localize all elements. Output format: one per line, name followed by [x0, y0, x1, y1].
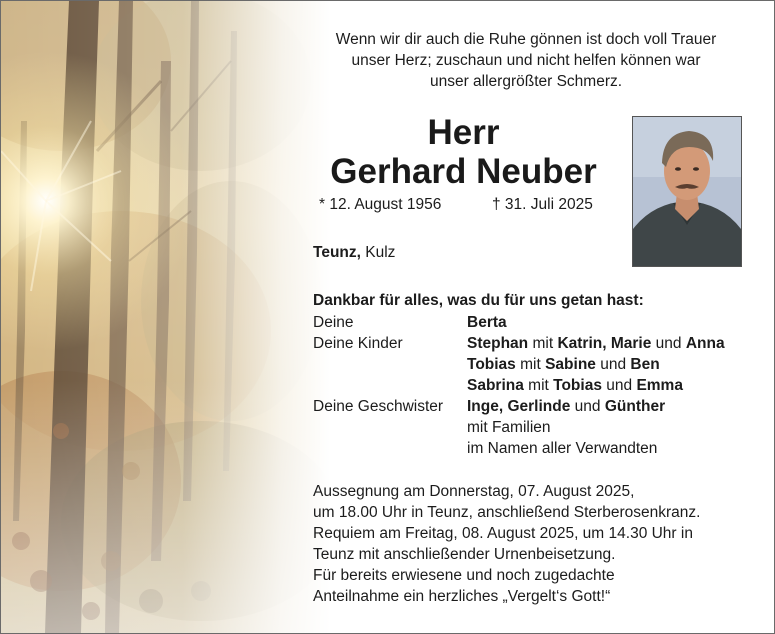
mourner-name: Sabine [545, 356, 596, 373]
quote-line: unser Herz; zuschaun und nicht helfen können war [351, 52, 701, 69]
mourner-name: Anna [685, 335, 725, 352]
service-line: Anteilnahme ein herzliches „Vergelt‘s Gott!“ [313, 588, 611, 605]
service-line: um 18.00 Uhr in Teunz, anschließend Sterberosenkranz. [313, 504, 701, 521]
quote [301, 29, 751, 92]
portrait-photo [632, 116, 742, 267]
mourner-families: mit Familien [467, 419, 551, 436]
mourner-row [467, 354, 660, 375]
mourner-name: Günther [604, 398, 666, 415]
mourner-name: Ben [630, 356, 660, 373]
mourner-row [467, 396, 665, 417]
mourner-row [467, 333, 725, 354]
service-line: Requiem am Freitag, 08. August 2025, um 14.30 Uhr in [313, 525, 693, 542]
mourner-name: Stephan [467, 335, 529, 352]
mourner-connector: mit [523, 377, 554, 394]
mourner-name: Inge, Gerlinde [467, 398, 571, 415]
deceased-name: Gerhard Neuber [330, 152, 597, 191]
residence [313, 242, 395, 263]
mourner-relatives: im Namen aller Verwandten [467, 440, 658, 457]
residence-district: Kulz [360, 244, 396, 261]
service-line: Für bereits erwiesene und noch zugedachte [313, 567, 615, 584]
mourner-name: Tobias [553, 377, 602, 394]
quote-line: Wenn wir dir auch die Ruhe gönnen ist doch voll Trauer [335, 31, 717, 48]
mourner-row [467, 375, 683, 396]
residence-town: Teunz, [313, 244, 361, 261]
deceased-title: Herr [427, 113, 500, 152]
mourner-berta: Berta [467, 314, 507, 331]
mourner-name: Emma [636, 377, 683, 394]
mourner-name: Sabrina [467, 377, 524, 394]
label-kinder: Deine Kinder [313, 335, 403, 352]
death-date: † 31. Juli 2025 [492, 196, 593, 213]
mourner-name: Katrin, Marie [557, 335, 652, 352]
thanks-heading: Dankbar für alles, was du für uns getan hast: [313, 292, 644, 309]
birth-date: * 12. August 1956 [319, 196, 442, 213]
mourner-name: Tobias [467, 356, 516, 373]
mourner-connector: und [570, 398, 605, 415]
quote-line: unser allergrößter Schmerz. [429, 73, 623, 90]
service-line: Teunz mit anschließender Urnenbeisetzung. [313, 546, 616, 563]
mourner-connector: und [651, 335, 686, 352]
label-geschwister: Deine Geschwister [313, 398, 444, 415]
mourner-connector: mit [515, 356, 546, 373]
mourner-connector: mit [528, 335, 558, 352]
service-line: Aussegnung am Donnerstag, 07. August 2025, [313, 483, 635, 500]
mourner-connector: und [601, 377, 637, 394]
label-deine: Deine [313, 314, 354, 331]
mourner-connector: und [595, 356, 631, 373]
